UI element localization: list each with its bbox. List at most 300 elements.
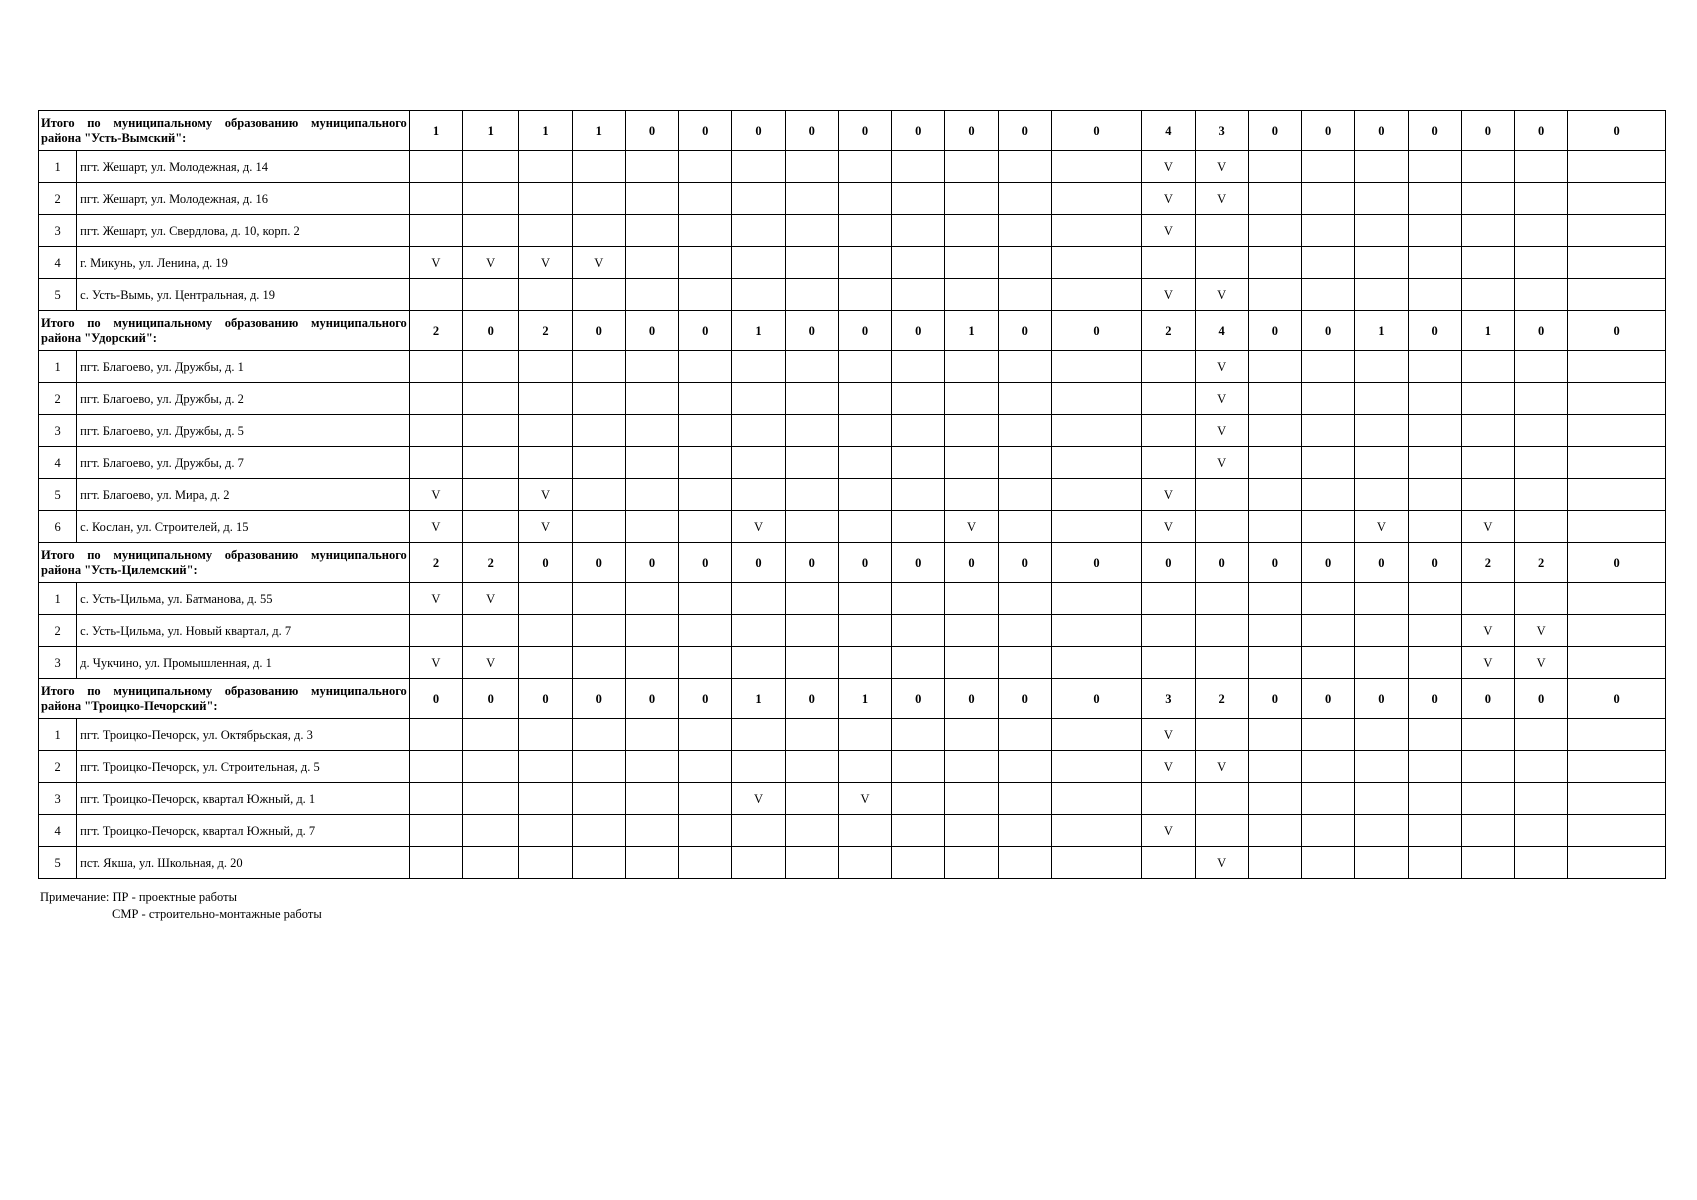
empty-cell: [1355, 783, 1408, 815]
empty-cell: [679, 183, 732, 215]
empty-cell: [1515, 511, 1568, 543]
group-total-cell: 0: [1461, 679, 1514, 719]
empty-cell: [945, 647, 998, 679]
empty-cell: [1461, 847, 1514, 879]
empty-cell: [892, 783, 945, 815]
group-total-cell: 1: [1355, 311, 1408, 351]
empty-cell: [519, 151, 572, 183]
empty-cell: [1051, 151, 1141, 183]
empty-cell: [1248, 511, 1301, 543]
empty-cell: [1461, 815, 1514, 847]
group-total-label: Итого по муниципальному образованию муниципального района "Усть-Вымский":: [39, 111, 410, 151]
empty-cell: [1302, 583, 1355, 615]
empty-cell: [1515, 351, 1568, 383]
empty-cell: [732, 415, 785, 447]
empty-cell: [1408, 615, 1461, 647]
empty-cell: [998, 751, 1051, 783]
group-total-cell: 0: [625, 543, 678, 583]
empty-cell: [1195, 583, 1248, 615]
work-mark-cell: V: [945, 511, 998, 543]
empty-cell: [679, 847, 732, 879]
work-mark-cell: V: [519, 479, 572, 511]
work-mark-cell: V: [1195, 447, 1248, 479]
table-row: [39, 215, 1666, 247]
group-total-cell: 1: [519, 111, 572, 151]
row-number: 2: [39, 751, 77, 783]
empty-cell: [1568, 151, 1666, 183]
address-cell: пгт. Троицко-Печорск, квартал Южный, д. 1: [77, 783, 410, 815]
table-row: [39, 647, 1666, 679]
empty-cell: [409, 751, 462, 783]
empty-cell: [1408, 783, 1461, 815]
empty-cell: [409, 151, 462, 183]
empty-cell: [838, 615, 891, 647]
address-cell: пгт. Троицко-Печорск, ул. Октябрьская, д. 3: [77, 719, 410, 751]
empty-cell: [679, 615, 732, 647]
empty-cell: [1515, 479, 1568, 511]
work-mark-cell: V: [1515, 647, 1568, 679]
empty-cell: [409, 383, 462, 415]
work-mark-cell: V: [1461, 511, 1514, 543]
empty-cell: [572, 719, 625, 751]
empty-cell: [838, 847, 891, 879]
empty-cell: [998, 215, 1051, 247]
empty-cell: [1248, 415, 1301, 447]
empty-cell: [679, 583, 732, 615]
empty-cell: [1515, 247, 1568, 279]
empty-cell: [945, 279, 998, 311]
empty-cell: [998, 647, 1051, 679]
empty-cell: [1248, 447, 1301, 479]
empty-cell: [785, 279, 838, 311]
group-total-cell: 0: [1515, 311, 1568, 351]
empty-cell: [998, 511, 1051, 543]
group-total-cell: 0: [892, 311, 945, 351]
empty-cell: [838, 247, 891, 279]
empty-cell: [625, 847, 678, 879]
empty-cell: [1408, 447, 1461, 479]
empty-cell: [679, 215, 732, 247]
address-cell: с. Усть-Цильма, ул. Батманова, д. 55: [77, 583, 410, 615]
row-number: 1: [39, 151, 77, 183]
work-mark-cell: V: [1142, 815, 1195, 847]
empty-cell: [1355, 447, 1408, 479]
address-cell: пгт. Жешарт, ул. Молодежная, д. 14: [77, 151, 410, 183]
group-total-cell: 0: [1568, 311, 1666, 351]
empty-cell: [1461, 151, 1514, 183]
empty-cell: [1461, 279, 1514, 311]
empty-cell: [945, 447, 998, 479]
empty-cell: [1248, 247, 1301, 279]
group-total-cell: 2: [1142, 311, 1195, 351]
empty-cell: [519, 583, 572, 615]
empty-cell: [1051, 215, 1141, 247]
empty-cell: [625, 751, 678, 783]
empty-cell: [572, 279, 625, 311]
empty-cell: [625, 351, 678, 383]
empty-cell: [945, 351, 998, 383]
empty-cell: [1408, 215, 1461, 247]
work-mark-cell: V: [1142, 151, 1195, 183]
empty-cell: [625, 151, 678, 183]
empty-cell: [838, 751, 891, 783]
row-number: 4: [39, 815, 77, 847]
row-number: 1: [39, 719, 77, 751]
empty-cell: [998, 719, 1051, 751]
empty-cell: [785, 383, 838, 415]
empty-cell: [892, 615, 945, 647]
empty-cell: [1515, 215, 1568, 247]
empty-cell: [572, 479, 625, 511]
group-total-cell: 0: [679, 111, 732, 151]
work-mark-cell: V: [732, 511, 785, 543]
empty-cell: [1248, 751, 1301, 783]
empty-cell: [463, 783, 519, 815]
empty-cell: [1195, 615, 1248, 647]
group-total-cell: 0: [519, 543, 572, 583]
empty-cell: [625, 615, 678, 647]
work-mark-cell: V: [1461, 615, 1514, 647]
group-total-cell: 0: [679, 311, 732, 351]
empty-cell: [1248, 647, 1301, 679]
empty-cell: [1461, 247, 1514, 279]
empty-cell: [838, 583, 891, 615]
group-total-cell: 0: [572, 679, 625, 719]
group-total-cell: 4: [1142, 111, 1195, 151]
empty-cell: [1461, 415, 1514, 447]
empty-cell: [732, 351, 785, 383]
empty-cell: [1568, 583, 1666, 615]
empty-cell: [1248, 383, 1301, 415]
table-row: [39, 583, 1666, 615]
empty-cell: [1248, 815, 1301, 847]
group-total-cell: 0: [892, 679, 945, 719]
address-cell: с. Усть-Вымь, ул. Центральная, д. 19: [77, 279, 410, 311]
work-mark-cell: V: [1195, 151, 1248, 183]
empty-cell: [1302, 751, 1355, 783]
empty-cell: [785, 751, 838, 783]
table-row: [39, 151, 1666, 183]
empty-cell: [1461, 751, 1514, 783]
empty-cell: [1051, 719, 1141, 751]
empty-cell: [625, 479, 678, 511]
empty-cell: [1302, 383, 1355, 415]
empty-cell: [998, 247, 1051, 279]
empty-cell: [1051, 615, 1141, 647]
empty-cell: [1302, 279, 1355, 311]
group-total-cell: 0: [1568, 679, 1666, 719]
empty-cell: [1051, 183, 1141, 215]
group-total-cell: 0: [1408, 111, 1461, 151]
row-number: 3: [39, 647, 77, 679]
address-cell: пгт. Благоево, ул. Дружбы, д. 1: [77, 351, 410, 383]
empty-cell: [679, 751, 732, 783]
empty-cell: [1195, 247, 1248, 279]
group-total-cell: 0: [785, 543, 838, 583]
empty-cell: [1568, 615, 1666, 647]
address-cell: пгт. Жешарт, ул. Молодежная, д. 16: [77, 183, 410, 215]
empty-cell: [409, 815, 462, 847]
empty-cell: [945, 183, 998, 215]
empty-cell: [1355, 215, 1408, 247]
empty-cell: [1355, 351, 1408, 383]
empty-cell: [463, 183, 519, 215]
empty-cell: [1408, 279, 1461, 311]
empty-cell: [409, 847, 462, 879]
empty-cell: [1051, 383, 1141, 415]
empty-cell: [1051, 351, 1141, 383]
empty-cell: [679, 447, 732, 479]
group-total-cell: 2: [1195, 679, 1248, 719]
group-total-cell: 0: [998, 111, 1051, 151]
empty-cell: [1461, 719, 1514, 751]
empty-cell: [838, 719, 891, 751]
group-total-cell: 0: [945, 679, 998, 719]
work-mark-cell: V: [572, 247, 625, 279]
empty-cell: [1408, 415, 1461, 447]
empty-cell: [463, 751, 519, 783]
empty-cell: [572, 383, 625, 415]
empty-cell: [1568, 279, 1666, 311]
empty-cell: [838, 415, 891, 447]
empty-cell: [892, 151, 945, 183]
group-total-cell: 0: [838, 543, 891, 583]
group-total-cell: 0: [838, 311, 891, 351]
empty-cell: [572, 751, 625, 783]
group-total-cell: 0: [1195, 543, 1248, 583]
empty-cell: [945, 215, 998, 247]
empty-cell: [1408, 383, 1461, 415]
group-total-cell: 0: [1568, 111, 1666, 151]
empty-cell: [998, 479, 1051, 511]
empty-cell: [572, 183, 625, 215]
work-mark-cell: V: [519, 511, 572, 543]
group-total-cell: 0: [998, 543, 1051, 583]
group-total-cell: 0: [1568, 543, 1666, 583]
table-row: [39, 783, 1666, 815]
empty-cell: [679, 279, 732, 311]
empty-cell: [1408, 647, 1461, 679]
empty-cell: [945, 383, 998, 415]
address-cell: с. Усть-Цильма, ул. Новый квартал, д. 7: [77, 615, 410, 647]
group-total-cell: 0: [1461, 111, 1514, 151]
table-row: [39, 447, 1666, 479]
group-total-cell: 0: [1515, 679, 1568, 719]
empty-cell: [679, 247, 732, 279]
empty-cell: [1051, 279, 1141, 311]
row-number: 5: [39, 847, 77, 879]
empty-cell: [1302, 415, 1355, 447]
work-mark-cell: V: [409, 511, 462, 543]
empty-cell: [838, 351, 891, 383]
empty-cell: [838, 151, 891, 183]
empty-cell: [572, 215, 625, 247]
empty-cell: [785, 479, 838, 511]
empty-cell: [1051, 447, 1141, 479]
empty-cell: [785, 511, 838, 543]
group-total-label: Итого по муниципальному образованию муниципального района "Троицко-Печорский":: [39, 679, 410, 719]
group-total-cell: 0: [732, 543, 785, 583]
empty-cell: [1355, 183, 1408, 215]
empty-cell: [732, 383, 785, 415]
empty-cell: [1408, 719, 1461, 751]
group-total-cell: 0: [625, 111, 678, 151]
empty-cell: [1195, 511, 1248, 543]
empty-cell: [1515, 815, 1568, 847]
empty-cell: [785, 215, 838, 247]
empty-cell: [1355, 583, 1408, 615]
empty-cell: [1051, 479, 1141, 511]
group-total-cell: 1: [838, 679, 891, 719]
empty-cell: [785, 583, 838, 615]
empty-cell: [1302, 783, 1355, 815]
empty-cell: [1248, 583, 1301, 615]
empty-cell: [892, 415, 945, 447]
empty-cell: [1568, 719, 1666, 751]
empty-cell: [1408, 183, 1461, 215]
group-total-cell: 0: [1051, 543, 1141, 583]
empty-cell: [625, 815, 678, 847]
empty-cell: [785, 615, 838, 647]
empty-cell: [732, 279, 785, 311]
empty-cell: [625, 183, 678, 215]
empty-cell: [1568, 647, 1666, 679]
work-mark-cell: V: [1195, 847, 1248, 879]
empty-cell: [1142, 615, 1195, 647]
empty-cell: [409, 719, 462, 751]
empty-cell: [1568, 783, 1666, 815]
group-total-cell: 0: [838, 111, 891, 151]
row-number: 5: [39, 279, 77, 311]
empty-cell: [1142, 247, 1195, 279]
row-number: 6: [39, 511, 77, 543]
empty-cell: [838, 383, 891, 415]
empty-cell: [998, 351, 1051, 383]
empty-cell: [732, 247, 785, 279]
empty-cell: [1355, 615, 1408, 647]
table-row: [39, 719, 1666, 751]
empty-cell: [1355, 247, 1408, 279]
work-mark-cell: V: [1195, 751, 1248, 783]
empty-cell: [1195, 783, 1248, 815]
empty-cell: [679, 647, 732, 679]
table-row: [39, 351, 1666, 383]
empty-cell: [409, 415, 462, 447]
table-row: [39, 751, 1666, 783]
empty-cell: [785, 647, 838, 679]
table-row: [39, 383, 1666, 415]
table-row: [39, 183, 1666, 215]
empty-cell: [463, 151, 519, 183]
address-cell: пгт. Благоево, ул. Дружбы, д. 5: [77, 415, 410, 447]
group-total-cell: 0: [785, 679, 838, 719]
work-mark-cell: V: [519, 247, 572, 279]
empty-cell: [463, 815, 519, 847]
empty-cell: [1515, 383, 1568, 415]
table-row: [39, 279, 1666, 311]
group-total-cell: 2: [519, 311, 572, 351]
empty-cell: [892, 279, 945, 311]
empty-cell: [572, 647, 625, 679]
empty-cell: [998, 279, 1051, 311]
work-mark-cell: V: [1142, 479, 1195, 511]
row-number: 4: [39, 447, 77, 479]
empty-cell: [732, 647, 785, 679]
empty-cell: [732, 151, 785, 183]
empty-cell: [998, 847, 1051, 879]
empty-cell: [463, 511, 519, 543]
group-total-cell: 2: [409, 543, 462, 583]
work-mark-cell: V: [1195, 183, 1248, 215]
group-total-cell: 0: [519, 679, 572, 719]
empty-cell: [1302, 247, 1355, 279]
group-total-cell: 0: [892, 111, 945, 151]
empty-cell: [1142, 847, 1195, 879]
empty-cell: [1515, 415, 1568, 447]
group-total-cell: 0: [463, 311, 519, 351]
group-total-cell: 0: [945, 111, 998, 151]
empty-cell: [838, 215, 891, 247]
empty-cell: [998, 151, 1051, 183]
empty-cell: [998, 415, 1051, 447]
empty-cell: [1408, 351, 1461, 383]
empty-cell: [1142, 583, 1195, 615]
empty-cell: [838, 183, 891, 215]
empty-cell: [679, 415, 732, 447]
group-total-row: [39, 679, 1666, 719]
empty-cell: [625, 511, 678, 543]
empty-cell: [1248, 279, 1301, 311]
empty-cell: [679, 383, 732, 415]
empty-cell: [785, 151, 838, 183]
empty-cell: [998, 583, 1051, 615]
group-total-cell: 1: [732, 679, 785, 719]
empty-cell: [732, 815, 785, 847]
group-total-cell: 3: [1142, 679, 1195, 719]
empty-cell: [945, 415, 998, 447]
table-row: [39, 847, 1666, 879]
empty-cell: [1568, 247, 1666, 279]
empty-cell: [1408, 479, 1461, 511]
group-total-cell: 0: [679, 679, 732, 719]
empty-cell: [519, 847, 572, 879]
group-total-cell: 1: [409, 111, 462, 151]
group-total-cell: 2: [1461, 543, 1514, 583]
address-cell: д. Чукчино, ул. Промышленная, д. 1: [77, 647, 410, 679]
table-row: [39, 415, 1666, 447]
empty-cell: [679, 351, 732, 383]
group-total-cell: 0: [1051, 311, 1141, 351]
empty-cell: [572, 151, 625, 183]
empty-cell: [1195, 479, 1248, 511]
work-mark-cell: V: [1515, 615, 1568, 647]
group-total-row: [39, 311, 1666, 351]
empty-cell: [1461, 783, 1514, 815]
empty-cell: [1568, 511, 1666, 543]
table-row: [39, 511, 1666, 543]
empty-cell: [572, 415, 625, 447]
empty-cell: [1408, 151, 1461, 183]
group-total-cell: 0: [785, 311, 838, 351]
empty-cell: [892, 479, 945, 511]
empty-cell: [732, 615, 785, 647]
row-number: 2: [39, 183, 77, 215]
row-number: 3: [39, 415, 77, 447]
group-total-cell: 0: [732, 111, 785, 151]
empty-cell: [1461, 351, 1514, 383]
row-number: 1: [39, 351, 77, 383]
work-mark-cell: V: [732, 783, 785, 815]
